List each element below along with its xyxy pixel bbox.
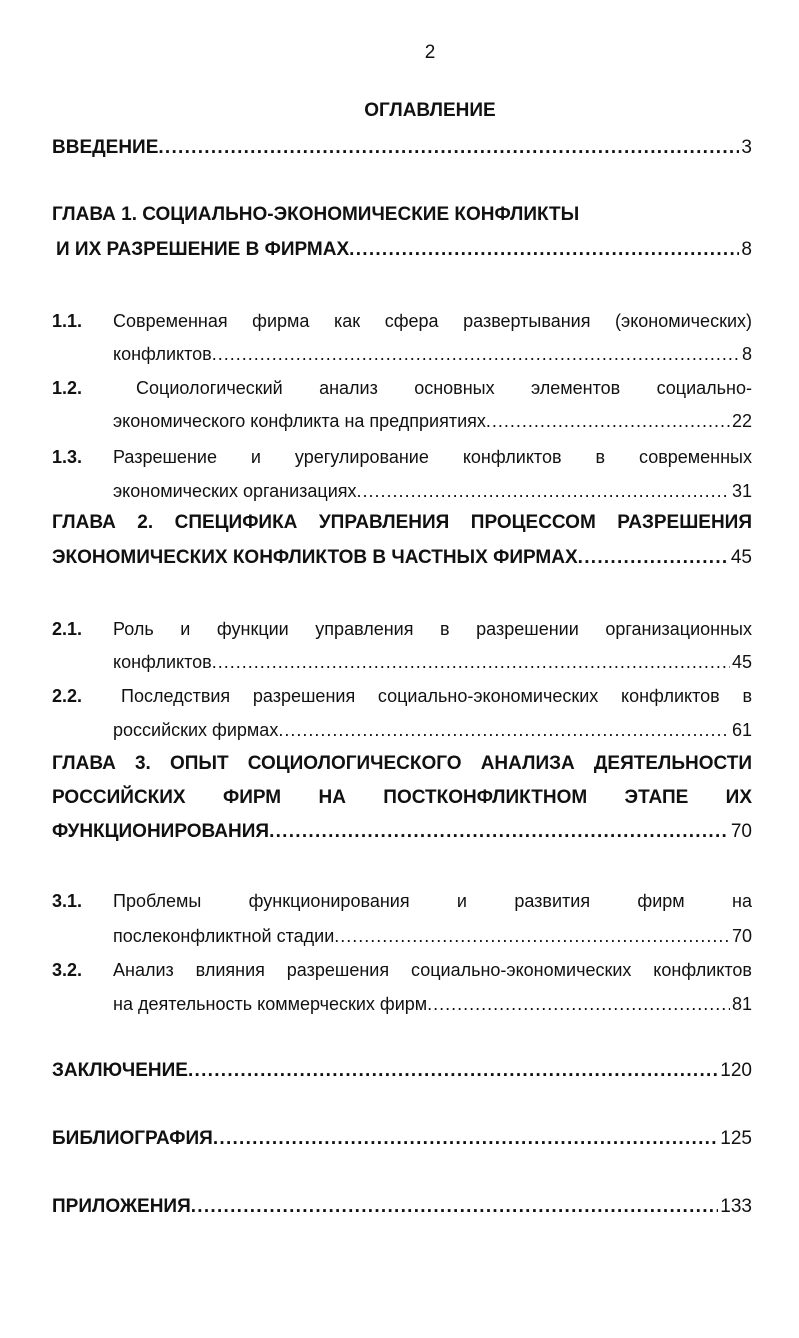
- leader-dots: [486, 409, 730, 433]
- toc-entry-chapter-2[interactable]: [52, 546, 752, 570]
- leader-dots: [213, 1127, 718, 1151]
- section-1-2-line1: Социологический анализ основных элементов социально-: [136, 378, 752, 398]
- chapter-3-heading-line1[interactable]: ГЛАВА 3. ОПЫТ СОЦИОЛОГИЧЕСКОГО АНАЛИЗА ДЕЯТЕЛЬНОСТИ: [52, 753, 752, 774]
- leader-dots: [334, 924, 730, 948]
- section-number: 2.1.: [52, 619, 83, 639]
- toc-entry-conclusion[interactable]: [52, 1059, 752, 1083]
- toc-entry-2-1[interactable]: [113, 650, 752, 674]
- entry-page: 31: [731, 481, 752, 501]
- page-number: 2: [424, 42, 436, 63]
- leader-dots: [427, 992, 730, 1016]
- toc-entry-appendix[interactable]: [52, 1195, 752, 1219]
- entry-page: 120: [720, 1060, 752, 1081]
- section-number: 1.1.: [52, 311, 83, 331]
- entry-page: 45: [730, 547, 752, 568]
- leader-dots: [349, 238, 739, 262]
- entry-label: ВВЕДЕНИЕ: [52, 137, 159, 158]
- section-number: 1.3.: [52, 447, 83, 467]
- entry-page: 70: [730, 821, 752, 842]
- entry-page: 70: [731, 926, 752, 946]
- leader-dots: [212, 650, 730, 674]
- section-1-3-line1: Разрешение и урегулирование конфликтов в современных: [113, 447, 752, 467]
- leader-dots: [269, 820, 729, 844]
- leader-dots: [278, 718, 730, 742]
- toc-entry-3-1[interactable]: [113, 924, 752, 948]
- section-number: 2.2.: [52, 686, 83, 706]
- toc-entry-bibliography[interactable]: [52, 1127, 752, 1151]
- entry-label: БИБЛИОГРАФИЯ: [52, 1128, 213, 1149]
- entry-label: послеконфликтной стадии: [113, 926, 335, 946]
- entry-label: экономического конфликта на предприятиях: [113, 411, 486, 431]
- section-2-1-line1: Роль и функции управления в разрешении организационных: [113, 619, 752, 639]
- toc-entry-chapter-3[interactable]: [52, 820, 752, 844]
- section-number: 1.2.: [52, 378, 83, 398]
- entry-page: 22: [731, 411, 752, 431]
- toc-title: ОГЛАВЛЕНИЕ: [364, 100, 496, 121]
- entry-label: И ИХ РАЗРЕШЕНИЕ В ФИРМАХ: [56, 239, 350, 260]
- entry-label: конфликтов: [113, 652, 212, 672]
- section-2-2-line1: Последствия разрешения социально-экономических конфликтов в: [121, 686, 752, 706]
- entry-label: ЭКОНОМИЧЕСКИХ КОНФЛИКТОВ В ЧАСТНЫХ ФИРМАХ: [52, 547, 578, 568]
- toc-entry-chapter-1[interactable]: [56, 238, 752, 262]
- entry-label: ПРИЛОЖЕНИЯ: [52, 1196, 191, 1217]
- entry-label: конфликтов: [113, 344, 212, 364]
- toc-entry-3-2[interactable]: [113, 992, 752, 1016]
- entry-label: ФУНКЦИОНИРОВАНИЯ: [52, 821, 270, 842]
- leader-dots: [212, 342, 740, 366]
- entry-page: 81: [731, 994, 752, 1014]
- entry-page: 8: [741, 239, 752, 260]
- entry-page: 3: [741, 137, 752, 158]
- section-number: 3.2.: [52, 960, 83, 980]
- leader-dots: [188, 1059, 718, 1083]
- chapter-1-title: ГЛАВА 1. СОЦИАЛЬНО-ЭКОНОМИЧЕСКИЕ КОНФЛИКТЫ: [52, 204, 580, 225]
- entry-page: 8: [741, 344, 752, 364]
- leader-dots: [357, 479, 730, 503]
- toc-entry-1-2[interactable]: [113, 409, 752, 433]
- entry-page: 133: [720, 1196, 752, 1217]
- leader-dots: [158, 136, 739, 160]
- leader-dots: [191, 1195, 719, 1219]
- entry-page: 125: [720, 1128, 752, 1149]
- toc-entry-1-3[interactable]: [113, 479, 752, 503]
- entry-label: экономических организациях: [113, 481, 357, 501]
- section-number: 3.1.: [52, 891, 83, 911]
- toc-entry-1-1[interactable]: [113, 342, 752, 366]
- section-3-1-line1: Проблемы функционирования и развития фирм на: [113, 891, 752, 911]
- toc-entry-intro[interactable]: [52, 136, 752, 160]
- chapter-3-heading-line2[interactable]: РОССИЙСКИХ ФИРМ НА ПОСТКОНФЛИКТНОМ ЭТАПЕ ИХ: [52, 787, 752, 808]
- toc-entry-2-2[interactable]: [113, 718, 752, 742]
- leader-dots: [578, 546, 729, 570]
- entry-label: российских фирмах: [113, 720, 279, 740]
- section-1-1-line1: Современная фирма как сфера развертывания (экономических): [113, 311, 752, 331]
- chapter-2-heading-line1[interactable]: ГЛАВА 2. СПЕЦИФИКА УПРАВЛЕНИЯ ПРОЦЕССОМ РАЗРЕШЕНИЯ: [52, 512, 752, 533]
- entry-page: 45: [731, 652, 752, 672]
- chapter-1-heading-line1[interactable]: [52, 203, 752, 227]
- entry-page: 61: [731, 720, 752, 740]
- entry-label: на деятельность коммерческих фирм: [113, 994, 428, 1014]
- section-3-2-line1: Анализ влияния разрешения социально-экономических конфликтов: [113, 960, 752, 980]
- entry-label: ЗАКЛЮЧЕНИЕ: [52, 1060, 188, 1081]
